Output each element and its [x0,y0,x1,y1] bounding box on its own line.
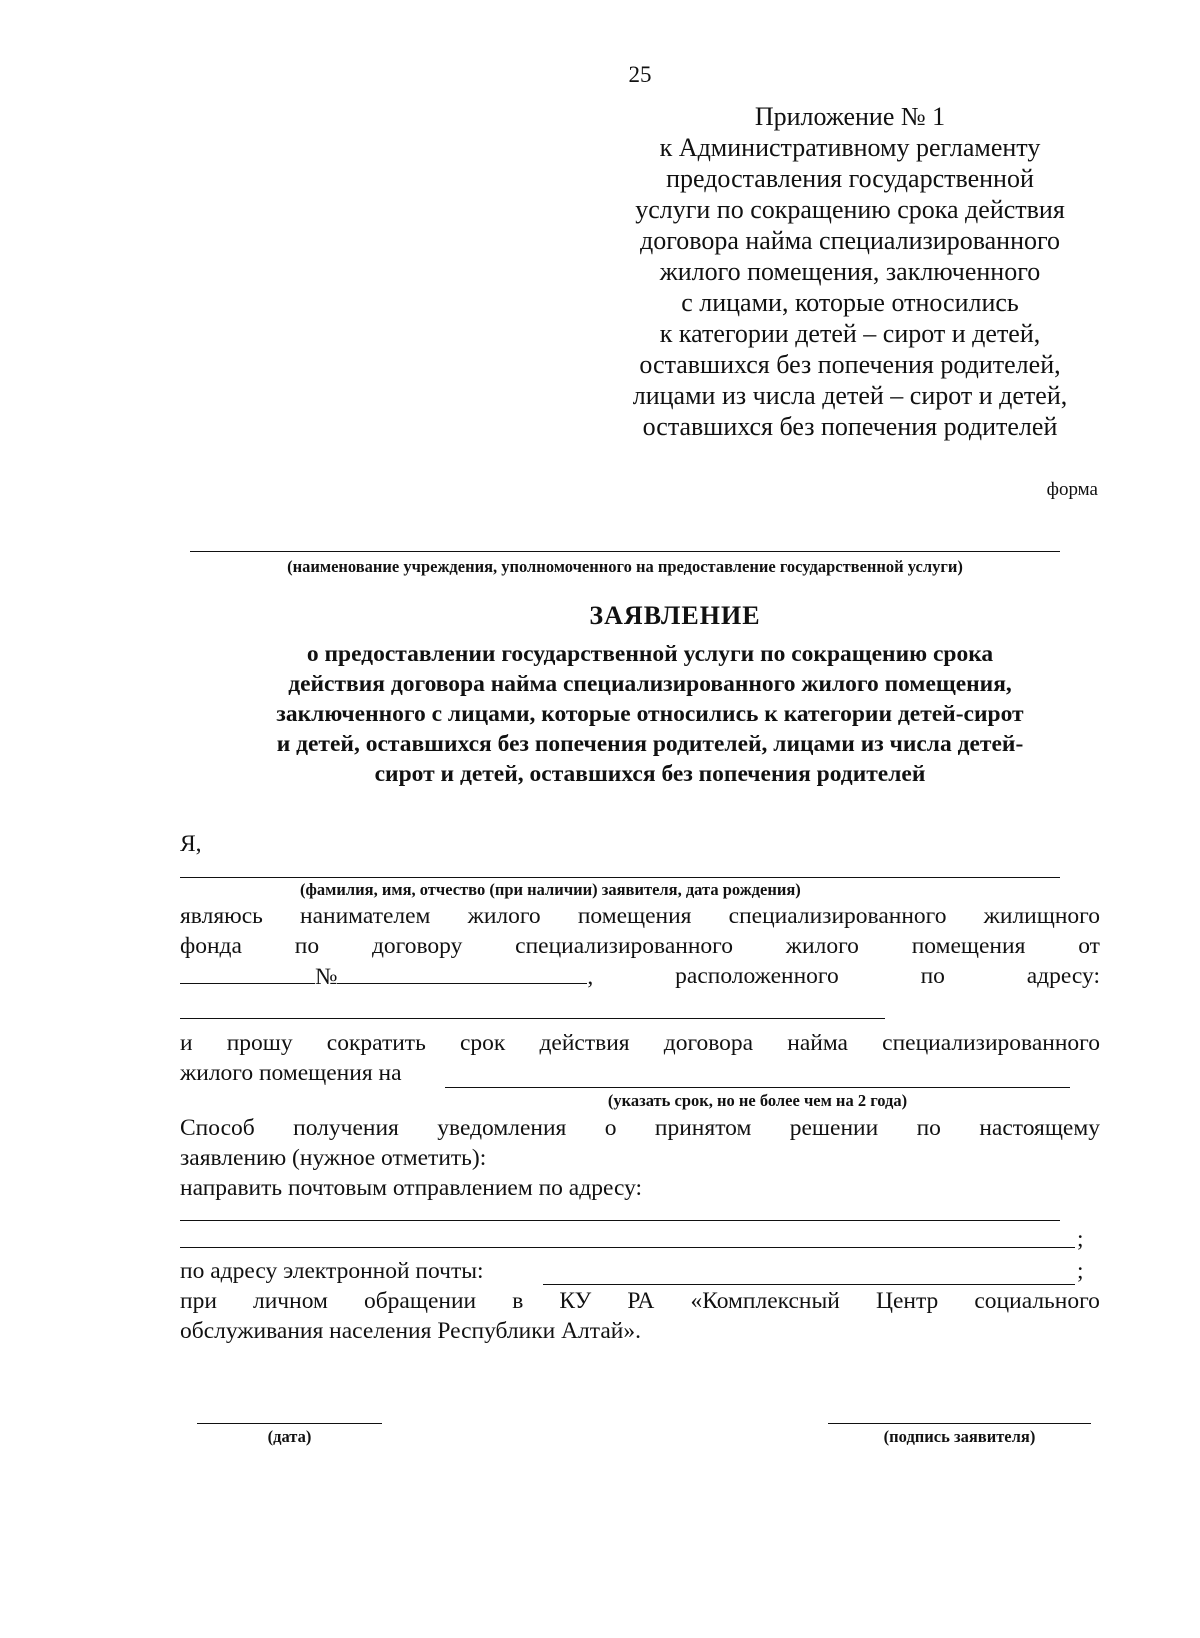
appendix-line: с лицами, которые относились [681,288,1019,317]
body-line-4: и прошу сократить срок действия договора найма специализированного [180,1030,1100,1056]
address-field[interactable] [180,1018,885,1019]
term-caption: (указать срок, но не более чем на 2 года) [607,1091,908,1110]
appendix-line: к Административному регламенту [659,133,1041,162]
email-field[interactable] [543,1284,1075,1285]
appendix-header [610,101,1090,442]
body-line-10: при личном обращении в КУ РА «Комплексный Центр социального [180,1288,1100,1314]
subtitle-line: и детей, оставшихся без попечения родителей, лицами из числа детей- [276,731,1024,757]
postal-address-field[interactable] [180,1220,1060,1221]
postal-address-field[interactable] [180,1247,1075,1248]
term-field[interactable] [445,1087,1070,1088]
appendix-line: лицами из числа детей – сирот и детей, [632,381,1068,410]
document-subtitle [150,639,1150,789]
subtitle-line: сирот и детей, оставшихся без попечения родителей [374,761,926,787]
signature-caption: (подпись заявителя) [883,1427,1036,1446]
appendix-line: предоставления государственной [666,164,1034,193]
appendix-line: договора найма специализированного [639,226,1061,255]
document-title: ЗАЯВЛЕНИЕ [589,601,761,630]
subtitle-line: заключенного с лицами, которые относились к категории детей-сирот [276,701,1024,727]
subtitle-line: о предоставлении государственной услуги по сокращению срока [306,641,994,667]
semicolon: ; [1077,1226,1084,1252]
appendix-line: Приложение № 1 [754,102,946,131]
semicolon: ; [1077,1258,1084,1284]
institution-field[interactable] [190,551,1060,552]
body-line-8: направить почтовым отправлением по адресу: [180,1175,643,1201]
body-line-11: обслуживания населения Республики Алтай». [180,1318,641,1344]
body-line-3: № , расположенного по адресу: [180,963,1100,991]
body-line-6: Способ получения уведомления о принятом решении по настоящему [180,1115,1100,1141]
date-field[interactable] [197,1423,382,1424]
page-number: 25 [628,62,652,87]
applicant-caption: (фамилия, имя, отчество (при наличии) заявителя, дата рождения) [300,880,801,899]
form-label: форма [1046,479,1098,500]
body-line-1: являюсь нанимателем жилого помещения специализированного жилищного [180,903,1100,929]
institution-caption: (наименование учреждения, уполномоченного на предоставление государственной услуги) [287,557,963,576]
number-sign: № [315,964,338,990]
subtitle-line: действия договора найма специализированного жилого помещения, [288,671,1012,697]
appendix-line: к категории детей – сирот и детей, [659,319,1041,348]
signature-field[interactable] [828,1423,1091,1424]
body-line-2: фонда по договору специализированного жилого помещения от [180,933,1100,959]
appendix-line: жилого помещения, заключенного [659,257,1041,286]
contract-number-field[interactable] [337,963,587,984]
comma: , [587,964,594,990]
email-label: по адресу электронной почты: [180,1258,484,1284]
date-caption: (дата) [267,1427,312,1446]
applicant-name-field[interactable] [180,877,1060,878]
ya-label: Я, [180,831,202,857]
contract-date-field[interactable] [180,963,315,984]
body-line-7: заявлению (нужное отметить): [180,1145,487,1171]
body-line-5: жилого помещения на [180,1060,402,1086]
appendix-line: оставшихся без попечения родителей [642,412,1058,441]
appendix-line: оставшихся без попечения родителей, [639,350,1061,379]
appendix-line: услуги по сокращению срока действия [635,195,1065,224]
